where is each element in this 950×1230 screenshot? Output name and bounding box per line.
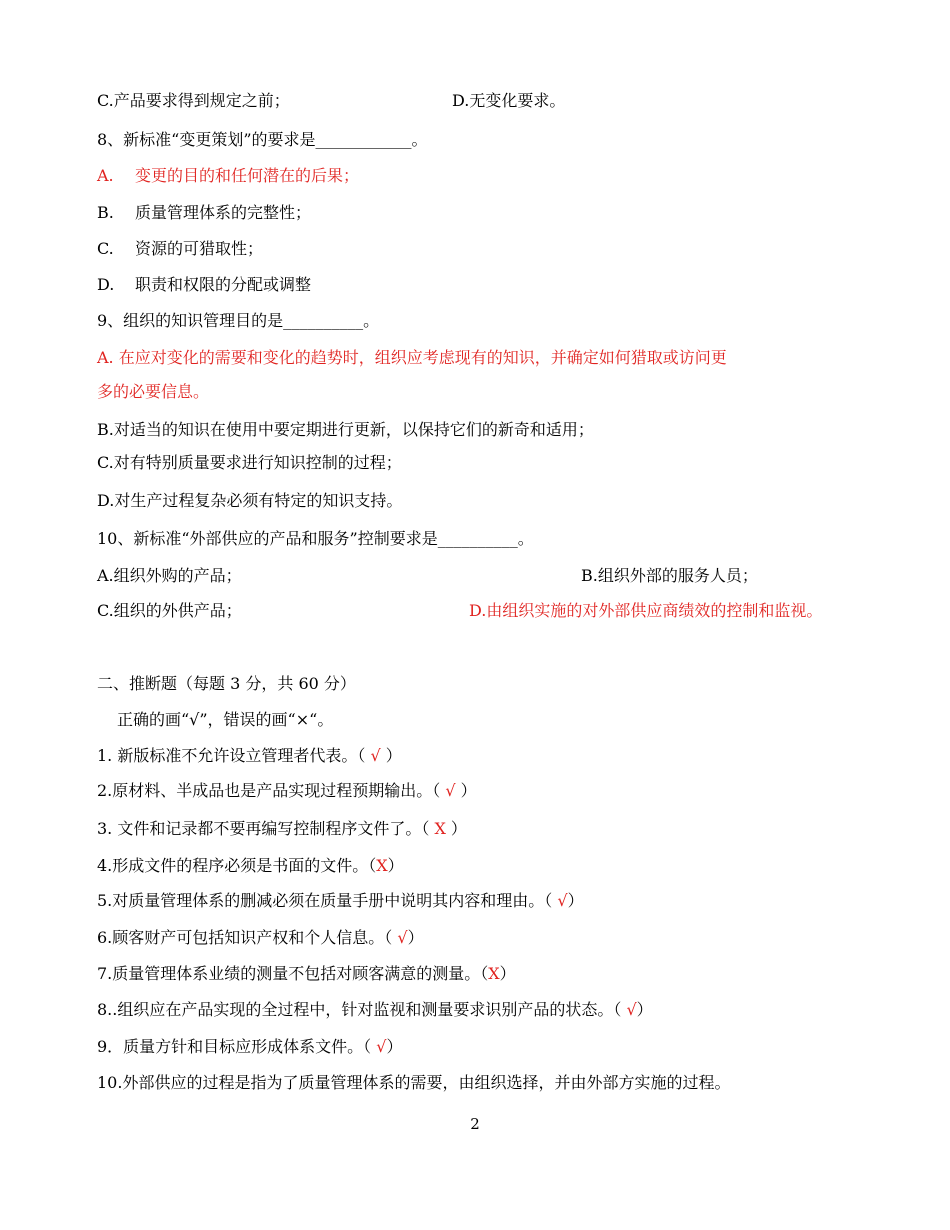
tf-item-3-close: ） [445, 819, 467, 838]
tf-item-9 [97, 1037, 403, 1057]
tf-item-3-mark: X [434, 819, 446, 838]
tf-item-2-mark: √ [445, 781, 456, 800]
tf-item-4-mark: X [376, 856, 388, 875]
q8-option-b-label: B. [97, 203, 114, 222]
q7-option-d: D.无变化要求。 [452, 91, 566, 110]
q9-stem: 9、组织的知识管理目的是__________。 [97, 311, 380, 330]
tf-item-9-close: ） [386, 1037, 403, 1056]
q9-option-b: B.对适当的知识在使用中要定期进行更新，以保持它们的新奇和适用； [97, 420, 594, 439]
tf-item-1-text: 1. 新版标准不允许设立管理者代表。（ [97, 746, 371, 765]
tf-item-6-text: 6.顾客财产可包括知识产权和个人信息。（ [97, 928, 398, 947]
q10-option-b: B.组织外部的服务人员； [581, 566, 758, 585]
tf-item-8-close: ） [636, 1000, 653, 1019]
tf-item-10-text: 10.外部供应的过程是指为了质量管理体系的需要，由组织选择，并由外部方实施的过程。 [97, 1073, 731, 1092]
tf-item-2-text: 2.原材料、半成品也是产品实现过程预期输出。（ [97, 781, 446, 800]
q7-option-c: C.产品要求得到规定之前； [97, 91, 290, 110]
tf-item-6 [97, 928, 424, 948]
tf-item-8 [97, 1000, 653, 1020]
tf-item-6-mark: √ [397, 928, 408, 947]
page-number: 2 [470, 1115, 480, 1133]
tf-item-7 [97, 964, 516, 984]
q8-option-a-label: A. [97, 166, 114, 185]
tf-item-1-close: ） [380, 746, 402, 765]
q9-option-a-line1: A. 在应对变化的需要和变化的趋势时，组织应考虑现有的知识，并确定如何猎取或访问更 [97, 348, 727, 367]
tf-item-4-text: 4.形成文件的程序必须是书面的文件。（ [97, 856, 377, 875]
tf-item-1 [97, 746, 402, 766]
q8-option-c [97, 239, 263, 259]
tf-item-3 [97, 819, 467, 839]
q8-option-a [97, 166, 359, 186]
q8-option-b-text: 质量管理体系的完整性； [135, 203, 312, 222]
tf-item-5-mark: √ [557, 891, 568, 910]
tf-item-8-mark: √ [626, 1000, 637, 1019]
tf-item-3-text: 3. 文件和记录都不要再编写控制程序文件了。（ [97, 819, 435, 838]
tf-item-7-mark: X [488, 964, 500, 983]
tf-item-9-text: 9．质量方针和目标应形成体系文件。（ [97, 1037, 377, 1056]
q8-option-d [97, 275, 311, 295]
q9-option-c: C.对有特别质量要求进行知识控制的过程； [97, 453, 402, 472]
section2-instruction: 正确的画“√”，错误的画“×“。 [117, 710, 334, 729]
tf-item-7-text: 7.质量管理体系业绩的测量不包括对顾客满意的测量。（ [97, 964, 489, 983]
q9-option-d: D.对生产过程复杂必须有特定的知识支持。 [97, 491, 403, 510]
tf-item-8-text: 8..组织应在产品实现的全过程中，针对监视和测量要求识别产品的状态。（ [97, 1000, 627, 1019]
tf-item-2-close: ） [455, 781, 477, 800]
q8-option-d-label: D. [97, 275, 115, 294]
q8-option-c-text: 资源的可猎取性； [135, 239, 264, 258]
q8-option-c-label: C. [97, 239, 114, 258]
tf-item-6-close: ） [407, 928, 424, 947]
q10-option-c: C.组织的外供产品； [97, 601, 242, 620]
tf-item-4-close: ） [387, 856, 404, 875]
q10-option-a: A.组织外购的产品； [97, 566, 242, 585]
q8-stem: 8、新标准“变更策划”的要求是____________。 [97, 130, 428, 149]
q8-option-a-text: 变更的目的和任何潜在的后果； [135, 166, 360, 185]
section2-title: 二、推断题（每题 3 分，共 60 分） [97, 674, 356, 693]
tf-item-7-close: ） [499, 964, 516, 983]
q9-option-a-line2: 多的必要信息。 [97, 382, 210, 401]
tf-item-5-text: 5.对质量管理体系的删减必须在质量手册中说明其内容和理由。（ [97, 891, 558, 910]
tf-item-5-close: ） [567, 891, 584, 910]
tf-item-1-mark: √ [370, 746, 381, 765]
tf-item-5 [97, 891, 584, 911]
q10-option-d: D.由组织实施的对外部供应商绩效的控制和监视。 [469, 601, 823, 620]
tf-item-10 [97, 1073, 730, 1093]
tf-item-9-mark: √ [376, 1037, 387, 1056]
q10-stem: 10、新标准“外部供应的产品和服务”控制要求是__________。 [97, 529, 534, 548]
q8-option-d-text: 职责和权限的分配或调整 [135, 275, 312, 294]
q8-option-b [97, 203, 311, 223]
tf-item-4 [97, 856, 404, 876]
tf-item-2 [97, 781, 477, 801]
